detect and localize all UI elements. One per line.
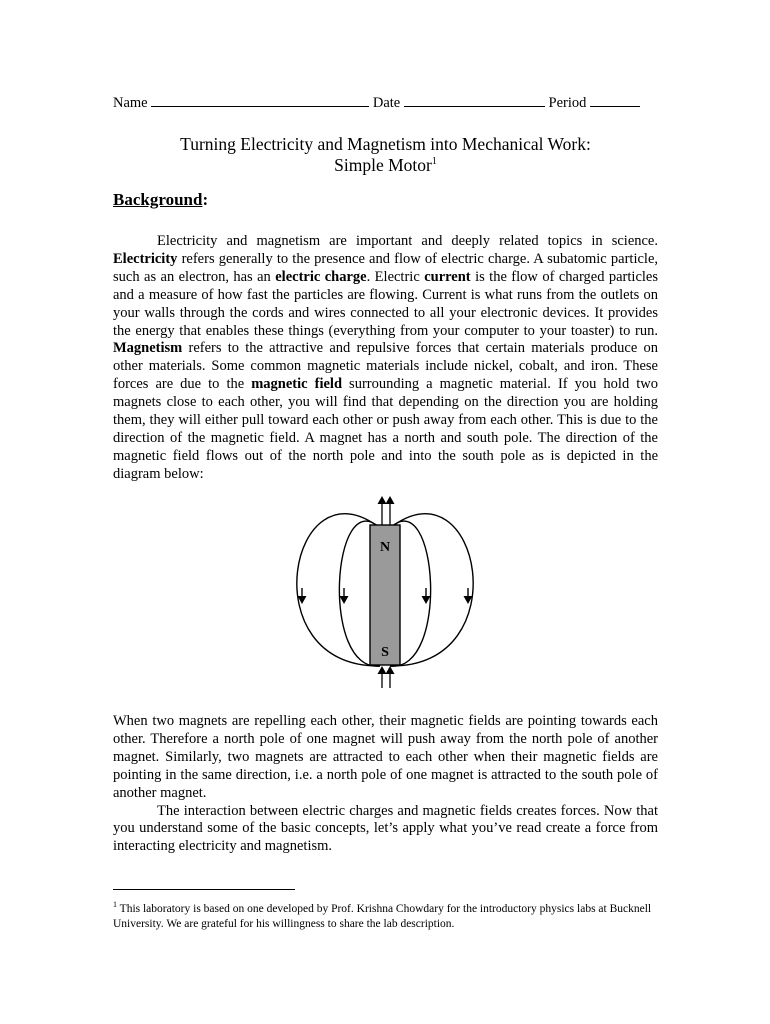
paragraph-interaction: The interaction between electric charges and magnetic fields creates forces. Now that you understand some of the basic concepts, let’s apply what you’ve read create a force from interacting electricity and magnetism. bbox=[113, 802, 658, 855]
term-current: current bbox=[424, 268, 471, 285]
p1-s5: refers to the attractive and repulsive forces that certain materials produce on other materials. Some common magnetic materials include nickel, cobalt, and iron. These forces are due to the bbox=[113, 340, 658, 393]
footnote bbox=[113, 902, 658, 932]
name-label: Name bbox=[113, 95, 148, 111]
date-blank bbox=[404, 94, 545, 107]
term-electric-charge: electric charge bbox=[275, 268, 367, 285]
field-line-outer-right bbox=[390, 514, 473, 666]
title-footnote-ref: 1 bbox=[431, 156, 437, 168]
section-heading-text: Background bbox=[113, 190, 203, 209]
name-blank bbox=[151, 94, 369, 107]
paragraph-block-2 bbox=[113, 713, 658, 856]
footnote-divider bbox=[113, 889, 295, 890]
term-magnetism: Magnetism bbox=[113, 340, 183, 357]
p1-s6: surrounding a magnetic material. If you hold two magnets close to each other, you will find that depending on the direction you are holding them, they will either pull toward each other or push away from each other. This is due to the direction of the magnetic field. A magnet has a north and south pole. The direction of the magnetic field flows out of the north pole and into the south pole as is depicted in the diagram below: bbox=[113, 376, 658, 482]
paragraph-repelling: When two magnets are repelling each other, their magnetic fields are pointing towards each other. Therefore a north pole of one magnet will push away from the north pole of another magnet. Similarly, two magnets are attracted to each other when their magnetic fields are pointing in the same direction, i.e. a north pole of one magnet is attracted to the south pole of another magnet. bbox=[113, 713, 658, 801]
period-blank bbox=[590, 94, 640, 107]
section-heading-colon: : bbox=[202, 190, 209, 209]
p1-s4: is the flow of charged particles and a measure of how fast the particles are flowing. Current is what runs from the outlets on your walls through the cords and wires connected to all your electronic devices. It provides the energy that enables these things (everything from your computer to your toaster) to run. bbox=[113, 268, 658, 339]
north-pole-label: N bbox=[379, 540, 391, 555]
p1-s2: refers generally to the presence and flow of electric charge. A subatomic particle, such as an electron, has an bbox=[113, 250, 658, 285]
p1-s3: . Electric bbox=[366, 268, 425, 285]
period-label: Period bbox=[548, 95, 587, 111]
footnote-marker: 1 bbox=[113, 900, 117, 910]
title-subtitle: Simple Motor bbox=[334, 155, 432, 175]
field-line-outer-left bbox=[297, 514, 380, 666]
p1-s1: Electricity and magnetism are important and deeply related topics in science. bbox=[157, 233, 658, 249]
footnote-text: This laboratory is based on one developed by Prof. Krishna Chowdary for the introductory physics labs at Bucknell University. We are grateful for his willingness to share the lab description. bbox=[113, 903, 652, 930]
term-electricity: Electricity bbox=[113, 250, 178, 267]
title-line-2 bbox=[113, 155, 658, 176]
magnet-field-diagram bbox=[280, 488, 490, 703]
paragraph-intro bbox=[113, 233, 658, 484]
title-line-1: Turning Electricity and Magnetism into Mechanical Work: bbox=[180, 134, 591, 154]
south-pole-label: S bbox=[381, 645, 389, 660]
date-label: Date bbox=[372, 95, 401, 111]
term-magnetic-field: magnetic field bbox=[251, 376, 343, 393]
page-title bbox=[113, 134, 658, 176]
section-heading bbox=[113, 190, 208, 210]
student-info-line bbox=[113, 94, 658, 112]
